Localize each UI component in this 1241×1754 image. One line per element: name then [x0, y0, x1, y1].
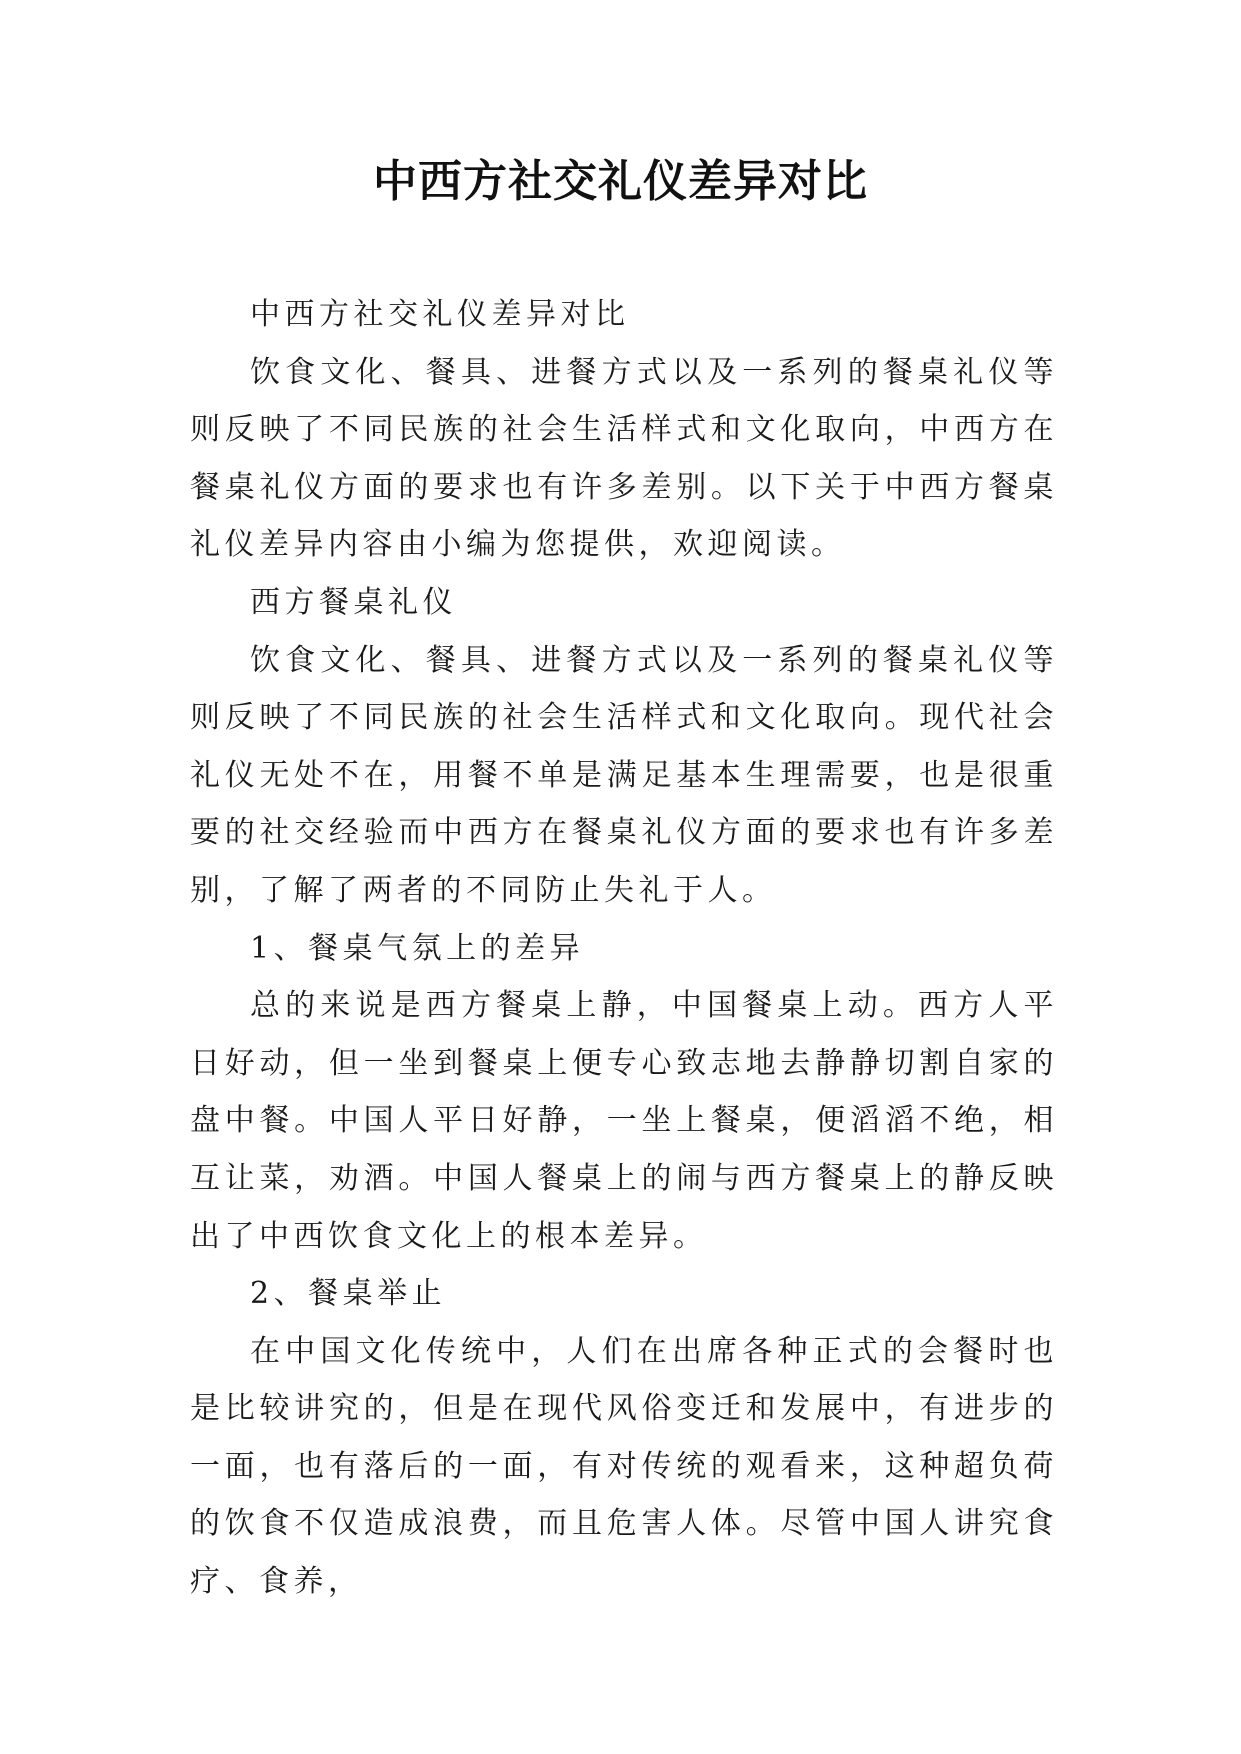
heading-atmosphere: 1、餐桌气氛上的差异 [250, 930, 585, 966]
paragraph-atmosphere: 总的来说是西方餐桌上静，中国餐桌上动。西方人平日好动，但一坐到餐桌上便专心致志地去静静切割自家的盘中餐。中国人平日好静，一坐上餐桌，便滔滔不绝，相互让菜，劝酒。中国人餐桌上的闹与西方餐桌上的静反映出了中西饮食文化上的根本差异。 [190, 988, 1058, 1254]
paragraph-western-etiquette: 饮食文化、餐具、进餐方式以及一系列的餐桌礼仪等则反映了不同民族的社会生活样式和文化取向。现代社会礼仪无处不在，用餐不单是满足基本生理需要，也是很重要的社交经验而中西方在餐桌礼仪方面的要求也有许多差别，了解了两者的不同防止失礼于人。 [190, 642, 1058, 908]
paragraph-intro: 饮食文化、餐具、进餐方式以及一系列的餐桌礼仪等则反映了不同民族的社会生活样式和文化取向，中西方在餐桌礼仪方面的要求也有许多差别。以下关于中西方餐桌礼仪差异内容由小编为您提供，欢迎阅读。 [190, 354, 1058, 563]
document-title: 中西方社交礼仪差异对比 [373, 156, 868, 207]
heading-western-etiquette: 西方餐桌礼仪 [250, 584, 457, 620]
document-body [190, 286, 1058, 1611]
paragraph-subtitle: 中西方社交礼仪差异对比 [250, 297, 630, 332]
paragraph-table-manners: 在中国文化传统中，人们在出席各种正式的会餐时也是比较讲究的，但是在现代风俗变迁和发展中，有进步的一面，也有落后的一面，有对传统的观看来，这种超负荷的饮食不仅造成浪费，而且危害人体。尽管中国人讲究食疗、食养， [190, 1333, 1058, 1600]
heading-table-manners: 2、餐桌举止 [250, 1276, 447, 1312]
